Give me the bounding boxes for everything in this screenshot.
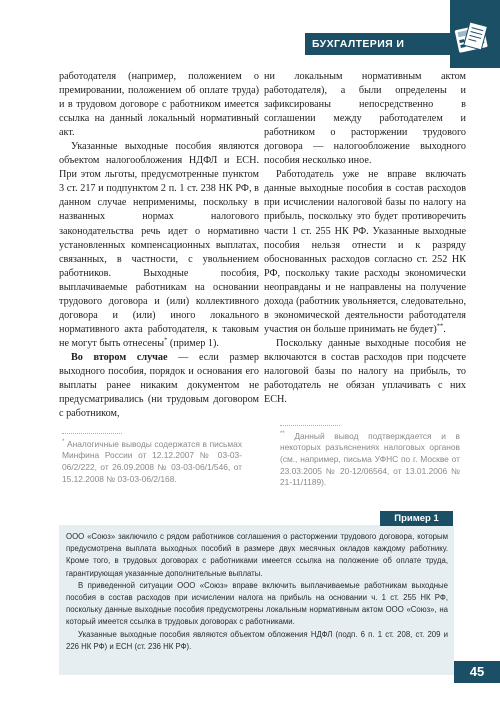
footnote-left-text: Аналогичные выводы содержатся в письмах Минфина России от 12.12.2007 № 03-03-06/2/222, от 26.09.2008 № 03-03-06/1/546, от 15.12.2008 № 03-03-06/2/168. — [62, 438, 243, 484]
left-paragraph-3 — [59, 351, 259, 421]
left-paragraph-2-text: Указанные выходные пособия являются объектом налогообложения НДФЛ и ЕСН. При этом льготы, предусмотренные пунктом 3 ст. 217 и подпунктом 2 п. 1 ст. 238 НК РФ, в данном случае неприменимы, поскольку в названных нормах налогового законодательства речь идет о нормативно установленных компенсационных выплатах, связанных, в частности, с увольнением работников. Выходные пособия, выплачиваемые работникам на основании трудового договора и (или) коллективного договора и (или) иного локального нормативного акта работодателя, к таковым не могут быть отнесены — [59, 141, 259, 349]
right-paragraph-1: ни локальным нормативным актом работодателя), а были определены и зафиксированы непосредственно в соглашении между работодателем и работником о расторжении трудового договора — налогообложение выходного пособия несколько иное. — [264, 71, 466, 167]
footnote-divider-left — [62, 433, 122, 435]
footnote-divider-right — [280, 425, 340, 427]
right-paragraph-2 — [264, 168, 466, 337]
left-paragraph-2 — [59, 140, 259, 351]
example-paragraph-1: ООО «Союз» заключило с рядом работников соглашения о расторжении трудового договора, которым предусмотрена выплата выходных пособий в размере двух месячных окладов каждому работнику. Кроме того, в трудовых договорах с работниками имеется ссылка на положение об оплате труда, гарантирующая указанные дополнительные выплаты. — [66, 532, 448, 578]
right-paragraph-2-tail: . — [443, 323, 446, 335]
footnote-right-marker: ** — [280, 431, 285, 437]
right-paragraph-2-text: Работодатель уже не вправе включать данные выходные пособия в состав расходов при исчислении налоговой базы по налогу на прибыль, поскольку это будет противоречить части 1 ст. 255 НК РФ. Указанные выходные пособия нельзя отнести и к разряду обоснованных расходов согласно ст. 252 НК РФ, поскольку такие расходы экономически неоправданы и не направлены на получение дохода (работник увольняется, следовательно, в экономической деятельности работодателя участия он больше принимать не будет) — [264, 169, 466, 335]
left-paragraph-3-text: — если размер выходного пособия, порядок и основания его выплаты ранее никаким документом не предусматривались (ни трудовым договором с работником, — [59, 351, 259, 420]
footnote-left — [62, 437, 242, 485]
left-paragraph-2-tail: (пример 1). — [167, 337, 219, 349]
footnote-ref-1: * — [164, 336, 168, 344]
calculator-document-icon — [440, 0, 500, 68]
footnote-right-text: Данный вывод подтверждается и в некоторых разъяснениях налоговых органов (см., например, письма УФНС по г. Москве от 23.03.2005 № 20-12/06564, от 13.01.2006 № 21-11/1189). — [280, 430, 460, 488]
example-paragraph-3: Указанные выходные пособия являются объектом обложения НДФЛ (подп. 6 п. 1 ст. 208, ст. 209 и 226 НК РФ) и ЕСН (ст. 236 НК РФ). — [66, 629, 448, 651]
left-paragraph-1: работодателя (например, положением о премировании, положением об оплате труда) и в трудовом договоре с работником имеется ссылка на данный локальный нормативный акт. — [59, 71, 259, 139]
example-label: Пример 1 — [380, 511, 453, 526]
footnote-right — [280, 429, 460, 489]
left-paragraph-3-lead: Во втором случае — [71, 351, 168, 363]
footnote-left-marker: * — [62, 439, 65, 445]
section-title: БУХГАЛТЕРИЯ И КАДРЫ — [312, 38, 405, 68]
right-paragraph-3: Поскольку данные выходные пособия не включаются в состав расходов при подсчете налоговой базы по налогу на прибыль, то работодатель не обязан уплачивать с них ЕСН. — [264, 337, 466, 406]
left-column — [59, 70, 259, 421]
right-column — [264, 70, 466, 407]
header-bar — [0, 0, 500, 68]
page-number: 45 — [454, 661, 500, 683]
example-paragraph-2: В приведенной ситуации ООО «Союз» вправе включить выплачиваемые работникам выходные пособия в состав расходов при исчислении налога на прибыль на основании ч. 1 ст. 255 НК РФ, поскольку данные выходные пособия предусмотрены локальным нормативным актом ООО «Союз», на который имеется ссылка в трудовых договорах с работниками. — [66, 580, 448, 627]
footnote-ref-2: ** — [436, 322, 444, 330]
example-text — [66, 531, 448, 653]
